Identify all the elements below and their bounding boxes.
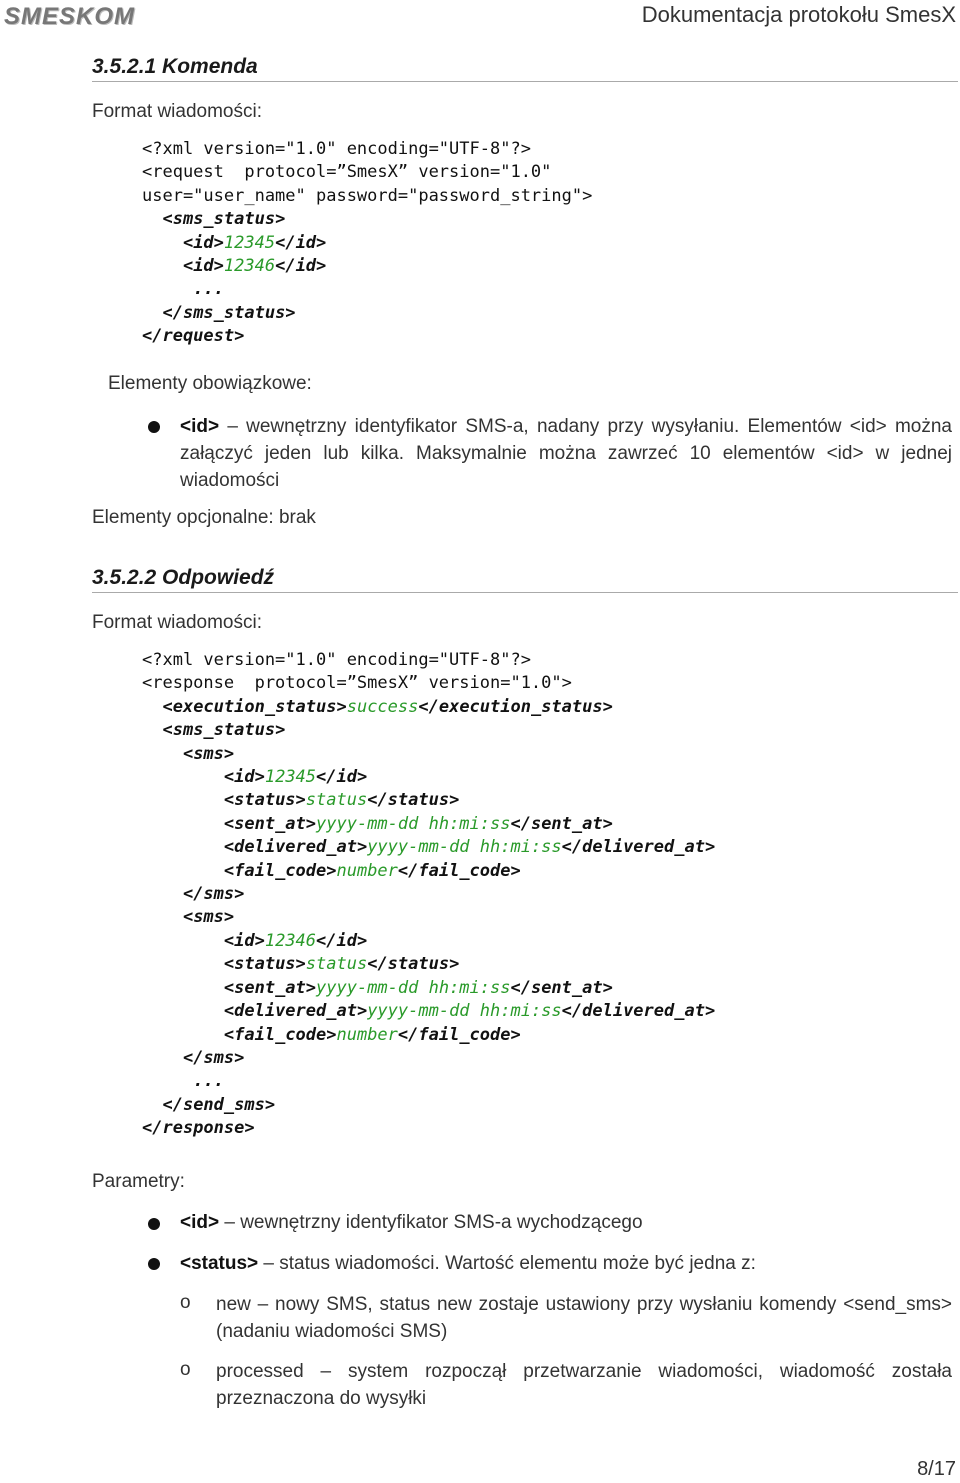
response-code-line: <status>status</status>: [223, 954, 460, 975]
format-label: Format wiadomości:: [92, 101, 262, 122]
request-xml-code: [142, 138, 592, 349]
required-elements-label: Elementy obowiązkowe:: [108, 373, 312, 394]
response-code-line: <delivered_at>yyyy-mm-dd hh:mi:ss</delivered_at>: [223, 837, 716, 858]
request-code-line: <sms_status>: [162, 209, 286, 230]
response-code-line: <fail_code>number</fail_code>: [223, 860, 521, 881]
circle-bullet-icon: o: [180, 1359, 191, 1380]
optional-elements-label: Elementy opcjonalne: brak: [92, 507, 316, 528]
required-item-id: <id> – wewnętrzny identyfikator SMS-a, nadany przy wysyłaniu. Elementów <id> można załączyć jeden lub kilka. Maksymalnie można zawrzeć 10 elementów <id> w jednej wiadomości: [180, 416, 952, 491]
response-code-line: </sms>: [182, 884, 245, 905]
response-code-line: ...: [142, 1071, 224, 1092]
response-code-line: <response protocol=”SmesX” version="1.0">: [142, 673, 572, 694]
response-code-line: <id>12345</id>: [223, 767, 368, 788]
request-code-line: ...: [142, 279, 224, 300]
param-id: <id> – wewnętrzny identyfikator SMS-a wychodzącego: [180, 1212, 643, 1233]
section-heading-komenda: 3.5.2.1 Komenda: [92, 55, 958, 82]
response-code-line: </sms>: [182, 1047, 245, 1068]
request-code-line: <id>12346</id>: [182, 256, 327, 277]
request-code-line: </request>: [142, 326, 245, 347]
response-code-line: </response>: [142, 1118, 255, 1139]
param-status: <status> – status wiadomości. Wartość elementu może być jedna z:: [180, 1253, 756, 1274]
status-value-new: new – nowy SMS, status new zostaje ustawiony przy wysłaniu komendy <send_sms> (nadaniu wiadomości SMS): [216, 1294, 952, 1342]
page-header: [0, 0, 960, 32]
parameters-label: Parametry:: [92, 1171, 185, 1192]
request-code-line: </sms_status>: [162, 302, 296, 323]
response-code-line: <id>12346</id>: [223, 930, 368, 951]
request-code-line: user="user_name" password="password_string">: [142, 185, 593, 206]
response-code-line: <sms>: [182, 743, 235, 764]
section-heading-odpowiedz: 3.5.2.2 Odpowiedź: [92, 566, 958, 593]
response-code-line: <?xml version="1.0" encoding="UTF-8"?>: [142, 650, 531, 670]
response-code-line: <status>status</status>: [223, 790, 460, 811]
response-xml-code: [142, 649, 715, 1141]
request-code-line: <request protocol=”SmesX” version="1.0": [142, 162, 552, 183]
bullet-icon: [148, 421, 160, 433]
response-code-line: <sent_at>yyyy-mm-dd hh:mi:ss</sent_at>: [223, 977, 613, 998]
circle-bullet-icon: o: [180, 1292, 191, 1313]
response-code-line: <sms_status>: [162, 720, 286, 741]
document-title: Dokumentacja protokołu SmesX: [641, 2, 956, 27]
page-number: 8/17: [917, 1458, 956, 1480]
status-value-processed: processed – system rozpoczął przetwarzanie wiadomości, wiadomość została przeznaczona do wysyłki: [216, 1361, 952, 1409]
bullet-icon: [148, 1218, 160, 1230]
response-code-line: <execution_status>success</execution_status>: [162, 696, 613, 717]
bullet-icon: [148, 1258, 160, 1270]
company-logo: SMESKOM: [4, 3, 136, 30]
request-code-line: <id>12345</id>: [182, 232, 327, 253]
response-code-line: <fail_code>number</fail_code>: [223, 1024, 521, 1045]
response-code-line: <sent_at>yyyy-mm-dd hh:mi:ss</sent_at>: [223, 813, 613, 834]
response-code-line: <delivered_at>yyyy-mm-dd hh:mi:ss</delivered_at>: [223, 1001, 716, 1022]
format-label: Format wiadomości:: [92, 612, 262, 633]
request-code-line: <?xml version="1.0" encoding="UTF-8"?>: [142, 139, 531, 159]
response-code-line: <sms>: [182, 907, 235, 928]
response-code-line: </send_sms>: [162, 1094, 276, 1115]
